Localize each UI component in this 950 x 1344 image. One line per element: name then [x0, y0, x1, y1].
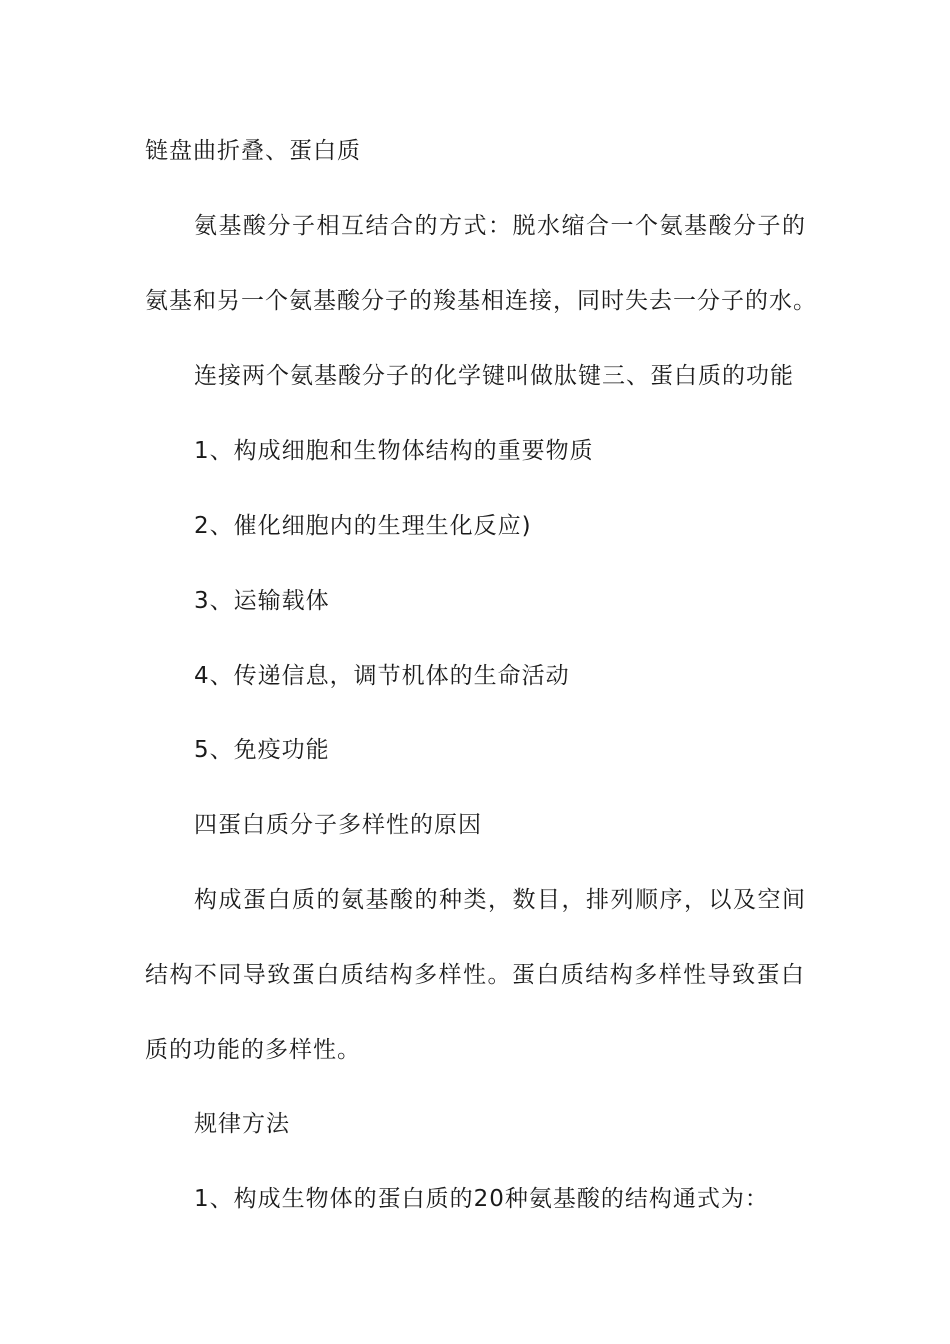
- list-item: 5、免疫功能: [194, 737, 330, 763]
- paragraph-line: 构成蛋白质的氨基酸的种类，数目，排列顺序，以及空间: [194, 887, 806, 913]
- list-item: 1、构成生物体的蛋白质的20种氨基酸的结构通式为：: [194, 1186, 769, 1212]
- list-item: 4、传递信息，调节机体的生命活动: [194, 663, 570, 689]
- list-item: 2、催化细胞内的生理生化反应): [194, 513, 532, 539]
- list-item: 3、运输载体: [194, 588, 330, 614]
- paragraph-line: 质的功能的多样性。: [145, 1037, 361, 1063]
- text-line: 链盘曲折叠、蛋白质: [145, 138, 361, 164]
- paragraph-line: 氨基酸分子相互结合的方式：脱水缩合一个氨基酸分子的: [194, 213, 806, 239]
- section-heading: 规律方法: [194, 1111, 290, 1137]
- paragraph-line: 连接两个氨基酸分子的化学键叫做肽键三、蛋白质的功能: [194, 363, 794, 389]
- list-item: 1、构成细胞和生物体结构的重要物质: [194, 438, 594, 464]
- paragraph-line: 氨基和另一个氨基酸分子的羧基相连接，同时失去一分子的水。: [145, 288, 817, 314]
- section-heading: 四蛋白质分子多样性的原因: [194, 812, 482, 838]
- paragraph-line: 结构不同导致蛋白质结构多样性。蛋白质结构多样性导致蛋白: [145, 962, 805, 988]
